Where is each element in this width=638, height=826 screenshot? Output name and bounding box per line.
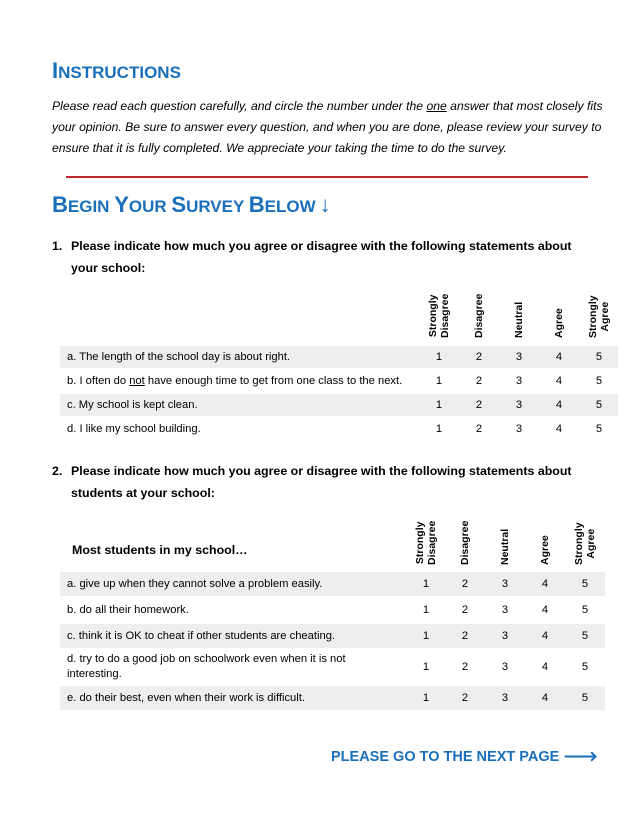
- scale-header-line: Neutral: [499, 528, 511, 565]
- rating-option-5[interactable]: 5: [581, 661, 589, 673]
- question-2: [52, 460, 612, 504]
- statement-text: d. try to do a good job on schoolwork even when it is not interesting.: [67, 653, 346, 680]
- rating-option-3[interactable]: 3: [515, 423, 523, 435]
- rating-option-3[interactable]: 3: [515, 351, 523, 363]
- rating-option-5[interactable]: 5: [595, 399, 603, 411]
- instructions-text-part: Please read each question carefully, and circle the number under the: [52, 99, 427, 113]
- rating-option-2[interactable]: 2: [461, 692, 469, 704]
- statement-part: b. I often do: [67, 375, 130, 387]
- next-page-text: PLEASE GO TO THE NEXT PAGE: [331, 749, 560, 765]
- rating-option-1[interactable]: 1: [422, 604, 430, 616]
- rating-option-2[interactable]: 2: [475, 399, 483, 411]
- scale-header-3: [499, 529, 511, 565]
- rating-option-4[interactable]: 4: [555, 351, 563, 363]
- scale-header-5: [573, 522, 597, 565]
- rating-option-5[interactable]: 5: [581, 604, 589, 616]
- rating-option-4[interactable]: 4: [555, 375, 563, 387]
- word-initial: B: [248, 192, 265, 217]
- table-row: [60, 650, 605, 684]
- question-text: Please indicate how much you agree or disagree with the following statements about: [71, 239, 572, 253]
- scale-header-2: [459, 521, 471, 565]
- question-text: Please indicate how much you agree or disagree with the following statements about: [71, 464, 572, 478]
- statement-text: b. do all their homework.: [67, 604, 189, 616]
- rating-option-3[interactable]: 3: [501, 604, 509, 616]
- question-1: [52, 235, 612, 279]
- rating-option-5[interactable]: 5: [595, 423, 603, 435]
- rating-option-1[interactable]: 1: [435, 399, 443, 411]
- scale-header-line: Strongly: [573, 522, 585, 565]
- rating-option-4[interactable]: 4: [555, 423, 563, 435]
- scale-header-line: Agree: [539, 535, 551, 565]
- rating-option-5[interactable]: 5: [595, 375, 603, 387]
- table-row: [60, 370, 618, 392]
- rating-option-5[interactable]: 5: [581, 630, 589, 642]
- word-rest: EGIN: [67, 197, 115, 216]
- scale-header-line: Disagree: [473, 293, 485, 338]
- word-initial: Y: [114, 192, 129, 217]
- scale-header-line: Neutral: [513, 301, 525, 338]
- rating-option-1[interactable]: 1: [435, 375, 443, 387]
- section-divider: [66, 176, 588, 178]
- scale-header-2: [473, 294, 485, 338]
- rating-option-2[interactable]: 2: [461, 661, 469, 673]
- word-rest: URVEY: [186, 197, 249, 216]
- scale-header-line: Strongly: [427, 294, 439, 338]
- word-initial: B: [52, 192, 68, 217]
- table-row: [60, 686, 605, 710]
- rating-option-2[interactable]: 2: [461, 604, 469, 616]
- instructions-text-part: answer that most closely fits your opinion. Be sure to answer every question, and when you are done, please review your survey to ensure that it is fully completed. We appreciate your taking the time to do the survey.: [52, 99, 603, 155]
- word-rest: ELOW: [264, 197, 316, 216]
- rating-option-2[interactable]: 2: [475, 351, 483, 363]
- scale-header-4: [539, 535, 551, 565]
- rating-option-2[interactable]: 2: [461, 630, 469, 642]
- table-row: [60, 572, 605, 596]
- rating-option-3[interactable]: 3: [515, 399, 523, 411]
- table-row: [60, 394, 618, 416]
- rating-option-5[interactable]: 5: [581, 692, 589, 704]
- statement-part: not: [129, 375, 145, 387]
- scale-header-line: Agree: [599, 301, 611, 332]
- statement-text: a. The length of the school day is about right.: [67, 351, 291, 363]
- rating-option-4[interactable]: 4: [541, 578, 549, 590]
- question-text: students at your school:: [71, 486, 215, 500]
- scale-header-1: [414, 521, 438, 565]
- statement-text: c. My school is kept clean.: [67, 399, 198, 411]
- rating-option-2[interactable]: 2: [475, 423, 483, 435]
- scale-header-line: Disagree: [439, 293, 451, 338]
- rating-option-1[interactable]: 1: [435, 423, 443, 435]
- rating-option-4[interactable]: 4: [541, 661, 549, 673]
- question-number: 2.: [52, 464, 63, 478]
- rating-option-4[interactable]: 4: [541, 630, 549, 642]
- word-initial: S: [171, 192, 187, 217]
- statement-text: e. do their best, even when their work is difficult.: [67, 692, 305, 704]
- scale-header-line: Disagree: [426, 520, 438, 565]
- right-arrow-icon: ⟶: [563, 743, 598, 770]
- question-text: your school:: [71, 261, 146, 275]
- scale-header-line: Disagree: [459, 520, 471, 565]
- statement-text: a. give up when they cannot solve a problem easily.: [67, 578, 323, 590]
- rating-option-4[interactable]: 4: [555, 399, 563, 411]
- scale-header-line: Agree: [585, 528, 597, 559]
- scale-header-4: [553, 308, 565, 338]
- table-row: [60, 418, 618, 440]
- rating-option-3[interactable]: 3: [501, 578, 509, 590]
- statement-text: [67, 370, 402, 392]
- title-rest: NSTRUCTIONS: [58, 63, 181, 82]
- scale-header-1: [427, 294, 451, 338]
- next-page-notice: [331, 742, 598, 771]
- title-initial: I: [52, 58, 59, 83]
- statement-text: c. think it is OK to cheat if other students are cheating.: [67, 630, 336, 642]
- instructions-underlined-word: one: [426, 99, 447, 113]
- rating-option-2[interactable]: 2: [475, 375, 483, 387]
- rating-option-1[interactable]: 1: [422, 692, 430, 704]
- word-rest: OUR: [128, 197, 172, 216]
- scale-header-line: Strongly: [414, 521, 426, 565]
- rating-option-2[interactable]: 2: [461, 578, 469, 590]
- rating-option-5[interactable]: 5: [581, 578, 589, 590]
- table-row: [60, 598, 605, 622]
- begin-survey-title: [52, 192, 331, 218]
- rating-option-1[interactable]: 1: [422, 661, 430, 673]
- statement-text: d. I like my school building.: [67, 423, 201, 435]
- rating-option-1[interactable]: 1: [422, 578, 430, 590]
- q2-stem: Most students in my school…: [72, 543, 248, 557]
- scale-header-5: [587, 295, 611, 338]
- scale-header-line: Agree: [553, 308, 565, 338]
- rating-option-5[interactable]: 5: [595, 351, 603, 363]
- rating-option-3[interactable]: 3: [501, 692, 509, 704]
- down-arrow-icon: ↓: [319, 192, 331, 217]
- rating-option-4[interactable]: 4: [541, 604, 549, 616]
- rating-option-3[interactable]: 3: [501, 630, 509, 642]
- rating-option-1[interactable]: 1: [435, 351, 443, 363]
- statement-part: have enough time to get from one class to the next.: [144, 375, 403, 387]
- table-row: [60, 624, 605, 648]
- instructions-text: [52, 96, 604, 159]
- rating-option-4[interactable]: 4: [541, 692, 549, 704]
- table-row: [60, 346, 618, 368]
- rating-option-1[interactable]: 1: [422, 630, 430, 642]
- question-number: 1.: [52, 239, 63, 253]
- rating-option-3[interactable]: 3: [501, 661, 509, 673]
- rating-option-3[interactable]: 3: [515, 375, 523, 387]
- scale-header-3: [513, 302, 525, 338]
- instructions-title: [52, 58, 181, 84]
- scale-header-line: Strongly: [587, 295, 599, 338]
